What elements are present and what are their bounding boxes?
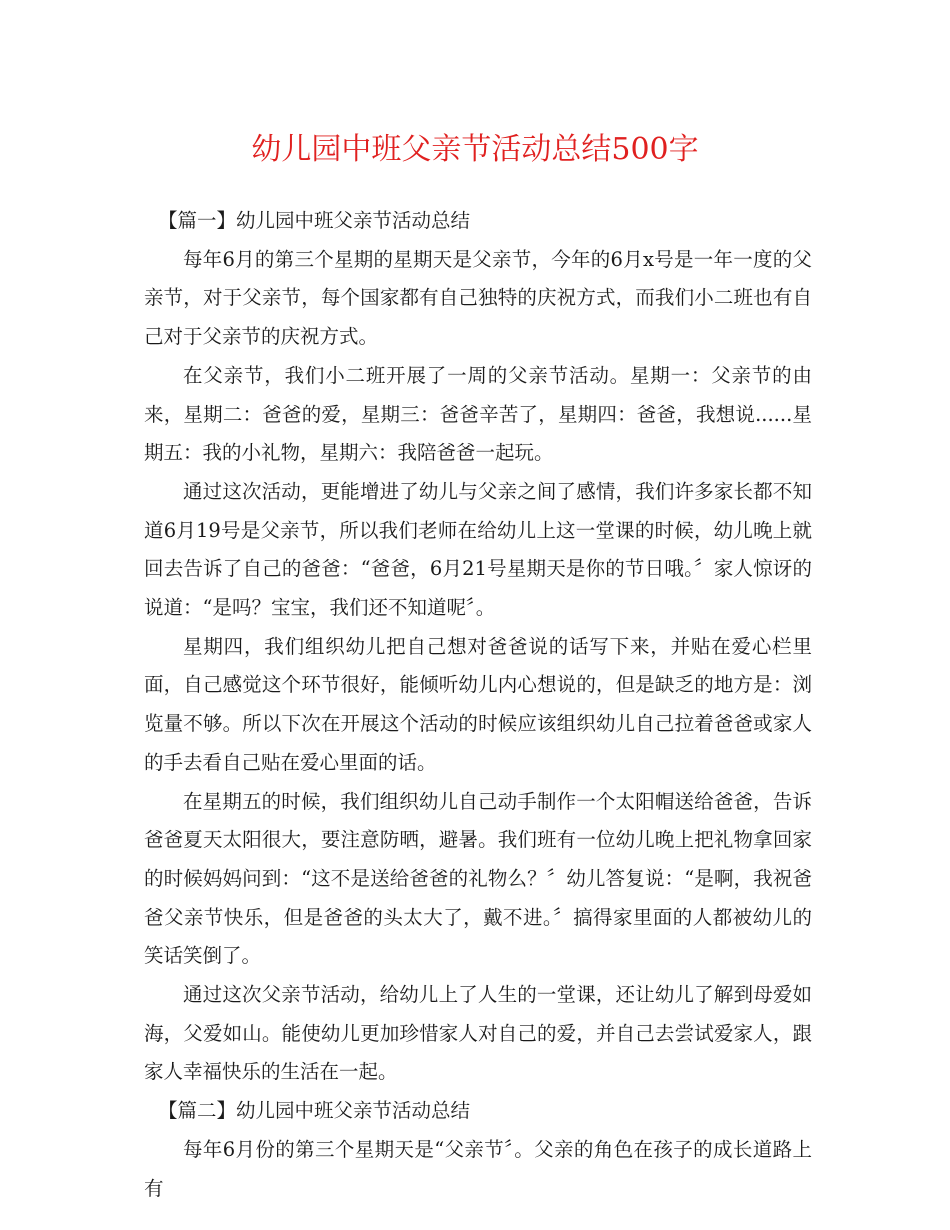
paragraph: 每年6月份的第三个星期天是“父亲节〞。父亲的角色在孩子的成长道路上有	[144, 1137, 812, 1200]
paragraph: 在星期五的时候，我们组织幼儿自己动手制作一个太阳帽送给爸爸，告诉爸爸夏天太阳很大，要注意防晒，避暑。我们班有一位幼儿晚上把礼物拿回家的时候妈妈问到：“这不是送给爸爸的礼物么？〞幼儿答复说：“是啊，我祝爸爸父亲节快乐，但是爸爸的头太大了，戴不进。〞搞得家里面的人都被幼儿的笑话笑倒了。	[144, 789, 812, 968]
document-body	[144, 202, 812, 1208]
document-title: 幼儿园中班父亲节活动总结500字	[251, 132, 699, 167]
paragraph: 通过这次活动，更能增进了幼儿与父亲之间了感情，我们许多家长都不知道6月19号是父亲节，所以我们老师在给幼儿上这一堂课的时候，幼儿晚上就回去告诉了自己的爸爸：“爸爸，6月21号星期天是你的节日哦。〞家人惊讶的说道：“是吗？宝宝，我们还不知道呢〞。	[144, 479, 812, 620]
paragraph: 星期四，我们组织幼儿把自己想对爸爸说的话写下来，并贴在爱心栏里面，自己感觉这个环节很好，能倾听幼儿内心想说的，但是缺乏的地方是：浏览量不够。所以下次在开展这个活动的时候应该组织幼儿自己拉着爸爸或家人的手去看自己贴在爱心里面的话。	[144, 634, 812, 774]
paragraph: 通过这次父亲节活动，给幼儿上了人生的一堂课，还让幼儿了解到母爱如海，父爱如山。能使幼儿更加珍惜家人对自己的爱，并自己去尝试爱家人，跟家人幸福快乐的生活在一起。	[144, 983, 812, 1084]
paragraph: 每年6月的第三个星期的星期天是父亲节，今年的6月x号是一年一度的父亲节，对于父亲节，每个国家都有自己独特的庆祝方式，而我们小二班也有自己对于父亲节的庆祝方式。	[144, 247, 812, 349]
section-heading: 【篇一】幼儿园中班父亲节活动总结	[158, 209, 471, 232]
paragraph: 在父亲节，我们小二班开展了一周的父亲节活动。星期一：父亲节的由来，星期二：爸爸的爱，星期三：爸爸辛苦了，星期四：爸爸，我想说......星期五：我的小礼物，星期六：我陪爸爸一起玩。	[144, 363, 812, 465]
section-heading: 【篇二】幼儿园中班父亲节活动总结	[158, 1099, 471, 1123]
